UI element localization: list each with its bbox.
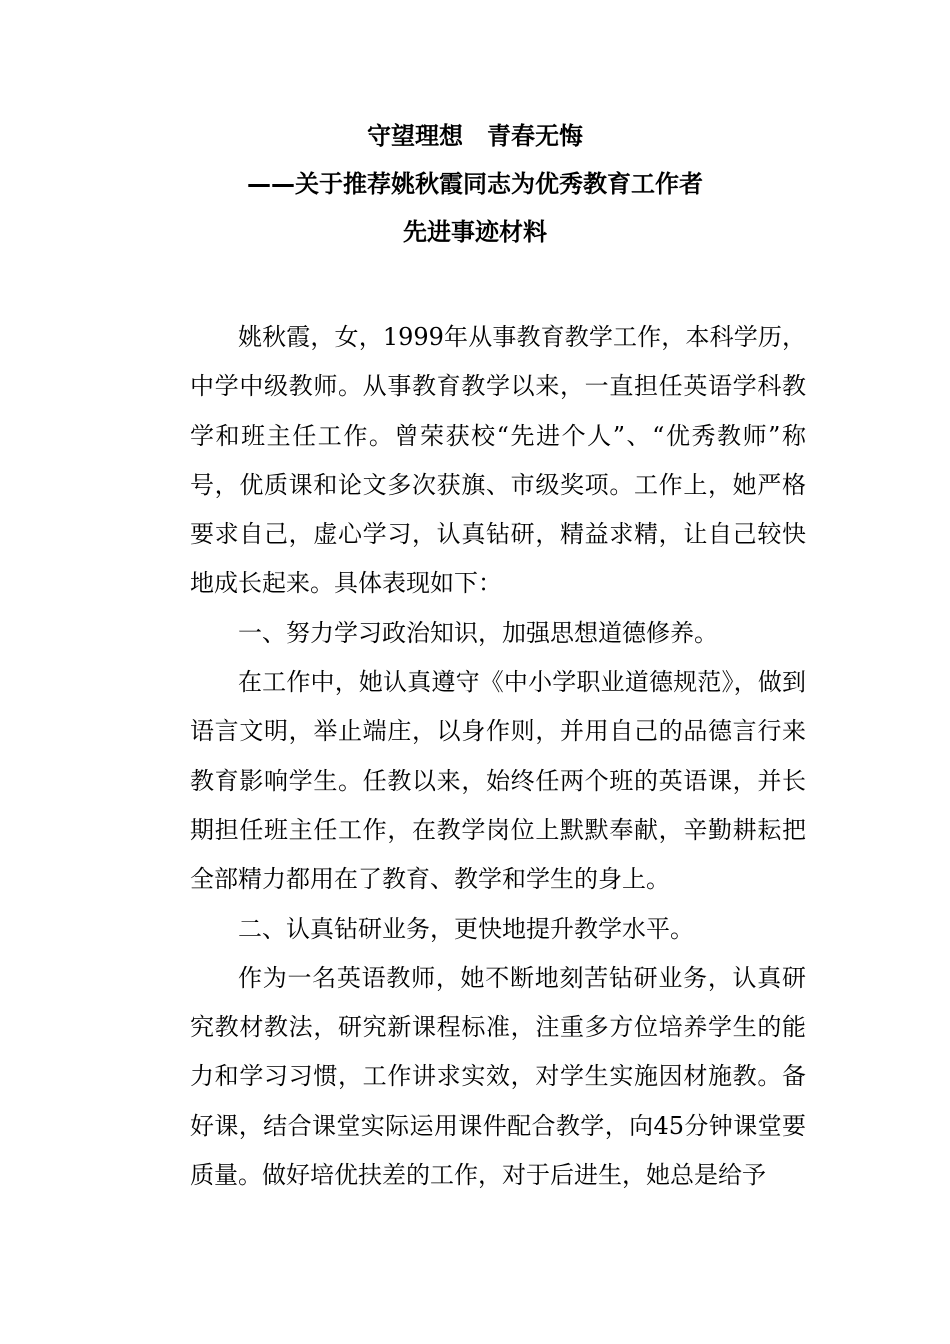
title-main: 守望理想 青春无悔 (367, 122, 583, 150)
title-subtitle: ——关于推荐姚秋霞同志为优秀教育工作者 (247, 170, 703, 198)
title-subtitle-2: 先进事迹材料 (403, 218, 547, 246)
paragraph-section-1: 在工作中，她认真遵守《中小学职业道德规范》，做到语言文明，举止端庄，以身作则，并用自己的品德言行来教育影响学生。任教以来，始终任两个班的英语课，并长期担任班主任工作，在教学岗位上默默奉献，辛勤耕耘把全部精力都用在了教育、教学和学生的身上。 (190, 668, 806, 894)
paragraph-section-2: 作为一名英语教师，她不断地刻苦钻研业务，认真研究教材教法，研究新课程标准，注重多方位培养学生的能力和学习习惯，工作讲求实效，对学生实施因材施教。备好课，结合课堂实际运用课件配合教学，向45分钟课堂要质量。做好培优扶差的工作，对于后进生，她总是给予 (190, 963, 806, 1190)
section-heading-1: 一、努力学习政治知识，加强思想道德修养。 (238, 618, 718, 647)
section-heading-2: 二、认真钻研业务，更快地提升教学水平。 (238, 914, 694, 943)
paragraph-intro: 姚秋霞，女，1999年从事教育教学工作，本科学历，中学中级教师。从事教育教学以来，一直担任英语学科教学和班主任工作。曾荣获校“先进个人”、“优秀教师”称号，优质课和论文多次获旗、市级奖项。工作上，她严格要求自己，虚心学习，认真钻研，精益求精，让自己较快地成长起来。具体表现如下： (190, 323, 806, 598)
document-title (0, 112, 950, 256)
document-body (190, 313, 806, 1200)
